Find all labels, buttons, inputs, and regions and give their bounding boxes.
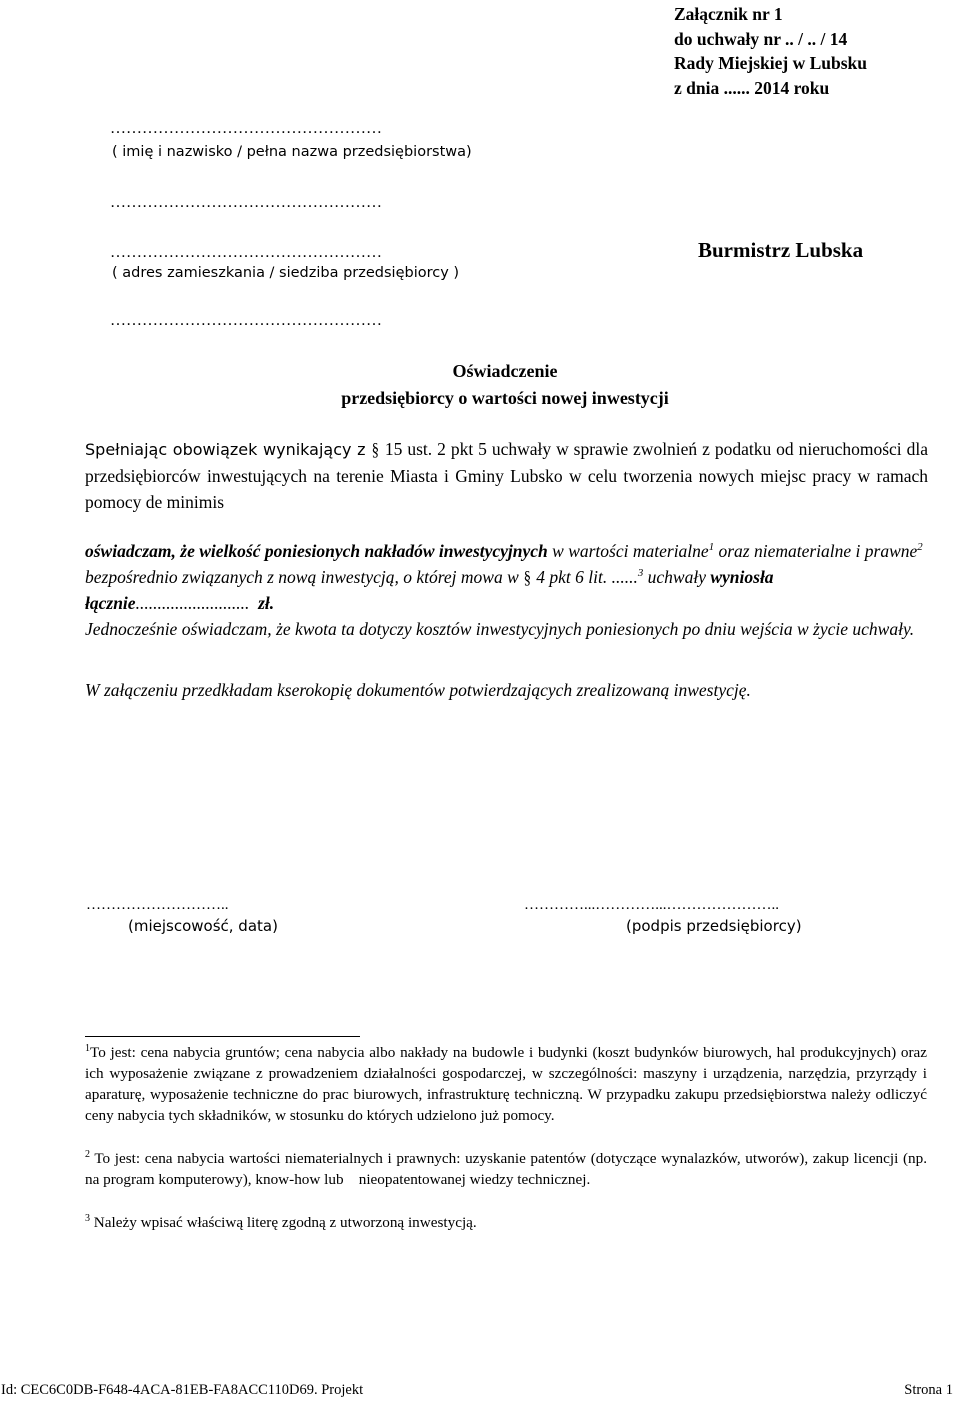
document-id: Id: CEC6C0DB-F648-4ACA-81EB-FA8ACC110D69. Projekt — [1, 1382, 364, 1398]
place-date-label: (miejscowość, data) — [128, 917, 278, 935]
footnote-ref-3: 3 — [637, 567, 644, 580]
section-sign: § — [371, 439, 380, 459]
declaration-text-3: bezpośrednio związanych z nową inwestycją, o której mowa w — [85, 567, 524, 587]
header-line-2: do uchwały nr .. / .. / 14 — [674, 28, 848, 49]
intro-part-1: Spełniając obowiązek wynikający z — [85, 440, 372, 459]
applicant-address-label: ( adres zamieszkania / siedziba przedsiębiorcy ) — [112, 265, 460, 281]
footnote-text-1: To jest: cena nabycia gruntów; cena nabycia albo nakłady na budowle i budynki (koszt budynków biurowych, hal produkcyjnych) oraz ich wyposażenie związane z prowadzeniem działalności gospodarczej, w szczególności: maszyny i urządzenia, narzędzia, przyrządy i aparaturę, wyposażenie techniczne do prac biurowych, infrastrukturę techniczną. W przypadku zakupu przedsiębiorstwa należy odliczyć ceny nabycia tych składników, w stosunku do których udzielono już pomocy. — [85, 1044, 927, 1124]
footnote-number-2: 2 — [85, 1148, 90, 1160]
header-line-1: Załącznik nr 1 — [674, 4, 783, 24]
title-line-1: Oświadczenie — [452, 361, 558, 381]
signature-dots: …………...…………...………………….. — [524, 897, 779, 913]
applicant-name-dots: …………………………………………… — [110, 120, 382, 137]
footnote-ref-2: 2 — [917, 541, 923, 554]
footnote-text-3: Należy wpisać właściwą literę zgodną z utworzoną inwestycją. — [90, 1214, 477, 1231]
declaration-bold-1: oświadczam, że wielkość poniesionych nakładów inwestycyjnych — [85, 541, 548, 561]
attachment-note: W załączeniu przedkładam kserokopię dokumentów potwierdzających zrealizowaną inwestycję. — [85, 680, 751, 700]
footnote-1 — [85, 1042, 927, 1126]
header-line-4: z dnia ...... 2014 roku — [674, 77, 830, 98]
place-date-dots: ……………………….. — [86, 897, 229, 913]
footnote-number-1: 1 — [85, 1042, 90, 1054]
declaration-text-1: w wartości materialne — [547, 541, 709, 561]
intro-part-2: 15 ust. 2 pkt 5 uchwały w sprawie zwolnień z podatku od nieruchomości dla przedsiębiorców inwestujących na terenie Miasta i Gminy Lubsko w celu tworzenia nowych miejsc pracy w ramach pomocy de minimis — [85, 439, 928, 512]
footnote-separator — [85, 1036, 360, 1037]
footnote-2 — [85, 1148, 931, 1190]
attachment-header — [674, 2, 867, 100]
declaration-text-2: oraz niematerialne i prawne — [714, 541, 918, 561]
applicant-extra-dots: …………………………………………… — [110, 194, 382, 211]
recipient: Burmistrz Lubska — [698, 238, 864, 262]
section-sign-2: § — [523, 567, 532, 587]
amount-dots: .......................... — [135, 593, 250, 613]
document-title — [200, 358, 810, 412]
declaration-bold-2: wyniosła łącznie — [85, 567, 774, 613]
declaration-text-4: 4 pkt 6 lit. ...... — [531, 567, 638, 587]
footnote-number-3: 3 — [85, 1212, 90, 1224]
header-line-3: Rady Miejskiej w Lubsku — [674, 53, 868, 73]
declaration-sentence-2: Jednocześnie oświadczam, że kwota ta dotyczy kosztów inwestycyjnych poniesionych po dniu wejścia w życie uchwały. — [85, 619, 915, 639]
footnote-ref-1: 1 — [708, 541, 715, 554]
footnote-3 — [85, 1212, 927, 1233]
applicant-address-dots-2: …………………………………………… — [110, 312, 382, 329]
applicant-address-dots: …………………………………………… — [110, 244, 382, 261]
footnote-text-2: To jest: cena nabycia wartości niematerialnych i prawnych: uzyskanie patentów (dotyczące wynalazków, utworów), zakup licencji (np. na program komputerowy), know-how lub nieopatentowanej wiedzy technicznej. — [85, 1150, 931, 1188]
currency-label: zł. — [249, 593, 275, 613]
intro-paragraph — [85, 436, 928, 515]
declaration-paragraph — [85, 538, 928, 642]
signature-label: (podpis przedsiębiorcy) — [626, 917, 802, 935]
title-line-2: przedsiębiorcy o wartości nowej inwestycji — [341, 388, 669, 408]
page-number: Strona 1 — [904, 1382, 953, 1398]
applicant-name-label: ( imię i nazwisko / pełna nazwa przedsiębiorstwa) — [112, 144, 472, 160]
declaration-text-5: uchwały — [643, 567, 711, 587]
